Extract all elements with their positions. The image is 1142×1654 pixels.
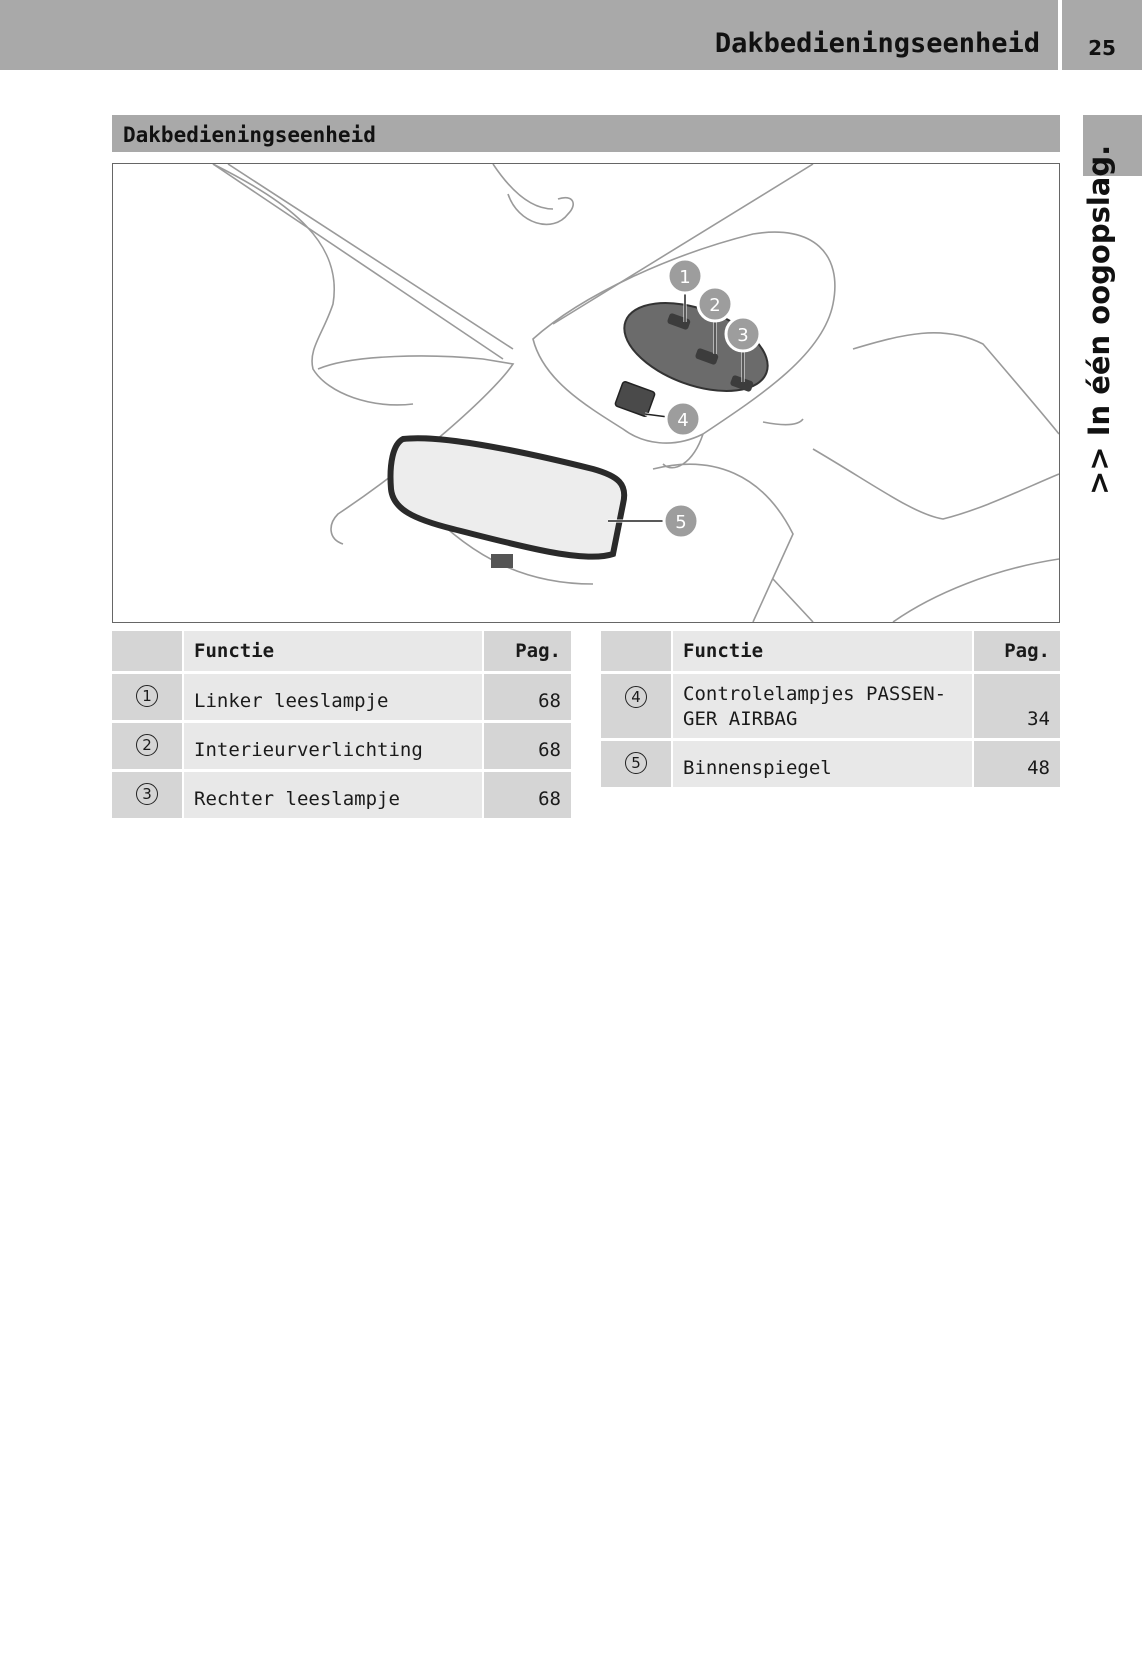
page-header: [0, 0, 1058, 70]
callout-2: [698, 287, 732, 321]
lower-frame-right: [653, 464, 793, 622]
mirror-mount: [491, 554, 513, 568]
function-table-right: [601, 631, 1060, 790]
row-number-badge: 3: [136, 783, 158, 805]
row-function-line: Controlelampjes PASSEN-: [683, 683, 947, 705]
row-number-badge: 2: [136, 734, 158, 756]
table-header-row: [601, 631, 1060, 673]
number-header: [601, 631, 672, 673]
row-number-cell: [601, 740, 672, 789]
lower-right-curve: [893, 559, 1059, 622]
row-number-badge: 5: [625, 752, 647, 774]
page-header: Pag.: [483, 631, 571, 673]
section-heading: [112, 115, 1060, 152]
mirror-glass: [391, 438, 625, 556]
row-function: Linker leeslampje: [183, 673, 483, 722]
row-number-cell: [112, 722, 183, 771]
header-title: Dakbedieningseenheid: [714, 28, 1040, 59]
row-function: Rechter leeslampje: [183, 771, 483, 820]
roof-control-unit-illustration: [112, 163, 1060, 623]
function-header: Functie: [183, 631, 483, 673]
table-row: [601, 740, 1060, 789]
row-function-line: GER AIRBAG: [683, 708, 798, 730]
windshield-edge-inner: [228, 164, 513, 349]
windshield-edge: [213, 164, 503, 359]
right-handle: [763, 419, 803, 425]
airbag-indicator: [615, 381, 656, 417]
illustration-svg: [113, 164, 1059, 622]
headliner-top: [493, 164, 553, 209]
table-row: [601, 673, 1060, 740]
function-table-left: [112, 631, 571, 821]
left-pillar: [213, 164, 413, 405]
row-page: 68: [483, 722, 571, 771]
row-function: [672, 673, 973, 740]
callout-5: [664, 504, 698, 538]
number-header: [112, 631, 183, 673]
callout-5-label: 5: [675, 512, 687, 533]
callout-4: [666, 402, 700, 436]
right-visor: [853, 333, 1059, 434]
row-number-cell: [112, 673, 183, 722]
row-number-cell: [601, 673, 672, 740]
row-number-badge: 4: [625, 686, 647, 708]
table-row: [112, 771, 571, 820]
table-row: [112, 673, 571, 722]
row-function: Interieurverlichting: [183, 722, 483, 771]
section-title: Dakbedieningseenheid: [123, 123, 376, 147]
function-header: Functie: [672, 631, 973, 673]
console-bracket: [663, 434, 703, 468]
page-header: Pag.: [973, 631, 1060, 673]
callout-4-label: 4: [677, 410, 689, 431]
callout-1: [668, 259, 702, 293]
row-number-cell: [112, 771, 183, 820]
callout-1-label: 1: [679, 267, 691, 288]
row-page: 34: [973, 673, 1060, 740]
side-tab-label: >> In één oogopslag.: [1082, 144, 1116, 495]
row-function: Binnenspiegel: [672, 740, 973, 789]
page-number: 25: [1088, 36, 1116, 60]
lower-frame-corner: [773, 579, 813, 622]
row-page: 48: [973, 740, 1060, 789]
right-visor-lower: [813, 449, 1059, 519]
grab-handle: [508, 194, 573, 224]
callout-3-label: 3: [737, 325, 749, 346]
row-page: 68: [483, 771, 571, 820]
table-row: [112, 722, 571, 771]
row-number-badge: 1: [136, 685, 158, 707]
row-page: 68: [483, 673, 571, 722]
callout-3: [726, 317, 760, 351]
page-number-box: [1062, 0, 1142, 70]
table-header-row: [112, 631, 571, 673]
headliner-right: [553, 164, 813, 324]
callout-2-label: 2: [709, 295, 721, 316]
